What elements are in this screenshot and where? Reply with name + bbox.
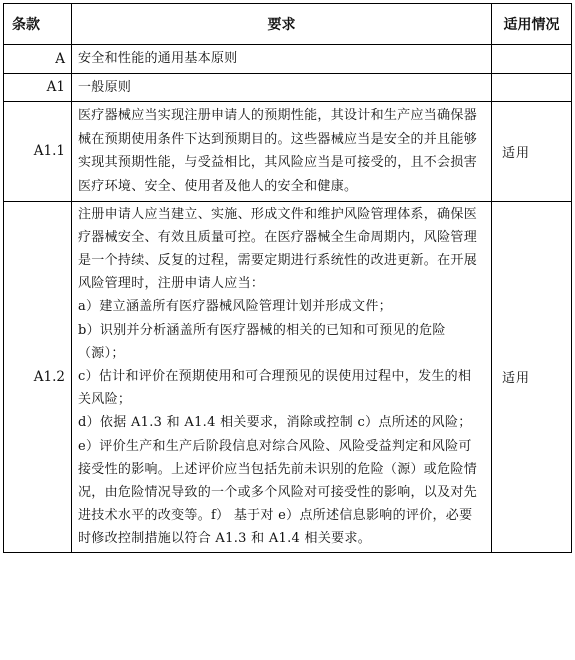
requirement-item-e-f: e）评价生产和生产后阶段信息对综合风险、风险受益判定和风险可接受性的影响。上述评价应当包括先前未识别的危险（源）或危险情况，由危险情况导致的一个或多个风险对可接受性的影响，以及对先进技术水平的改变等。f） 基于对 e）点所述信息影响的评价，必要时修改控制措施以符合 A1.3 和 A1.4 相关要求。: [78, 438, 478, 547]
table-row: [4, 45, 572, 74]
row-requirement: [72, 201, 492, 552]
row-clause: A: [4, 45, 72, 74]
requirement-paragraph: 一般原则: [78, 79, 132, 95]
requirement-paragraph: 安全和性能的通用基本原则: [78, 51, 238, 66]
row-clause: A1.1: [4, 102, 72, 201]
requirement-item-d: d）依据 A1.3 和 A1.4 相关要求，消除或控制 c）点所述的风险；: [78, 415, 472, 431]
requirement-item-c: c）估计和评价在预期使用和可合理预见的误使用过程中，发生的相关风险；: [78, 368, 472, 408]
header-requirement: 要求: [72, 4, 492, 45]
row-applicability: 适用: [492, 201, 572, 552]
requirement-paragraph: 注册申请人应当建立、实施、形成文件和维护风险管理体系，确保医疗器械安全、有效且质量可控。在医疗器械全生命周期内，风险管理是一个持续、反复的过程，需要定期进行系统性的改进更新。在开展风险管理时，注册申请人应当：: [78, 206, 478, 292]
table-row: [4, 201, 572, 552]
header-applicability: 适用情况: [492, 4, 572, 45]
row-requirement: [72, 45, 492, 74]
row-clause: A1: [4, 73, 72, 102]
table-row: [4, 102, 572, 201]
requirement-item-b: b）识别并分析涵盖所有医疗器械的相关的已知和可预见的危险（源）；: [78, 322, 446, 361]
table-header-row: [4, 4, 572, 45]
table-row: [4, 73, 572, 102]
requirement-paragraph: 医疗器械应当实现注册申请人的预期性能，其设计和生产应当确保器械在预期使用条件下达到预期目的。这些器械应当是安全的并且能够实现其预期性能，与受益相比，其风险应当是可接受的，且不会损害医疗环境、安全、使用者及他人的安全和健康。: [78, 108, 478, 194]
requirements-table: [3, 3, 572, 553]
row-applicability: [492, 73, 572, 102]
requirement-item-a: a）建立涵盖所有医疗器械风险管理计划并形成文件；: [78, 299, 392, 315]
row-requirement: [72, 102, 492, 201]
row-requirement: [72, 73, 492, 102]
row-applicability: 适用: [492, 102, 572, 201]
row-applicability: [492, 45, 572, 74]
header-clause: 条款: [4, 4, 72, 45]
row-clause: A1.2: [4, 201, 72, 552]
